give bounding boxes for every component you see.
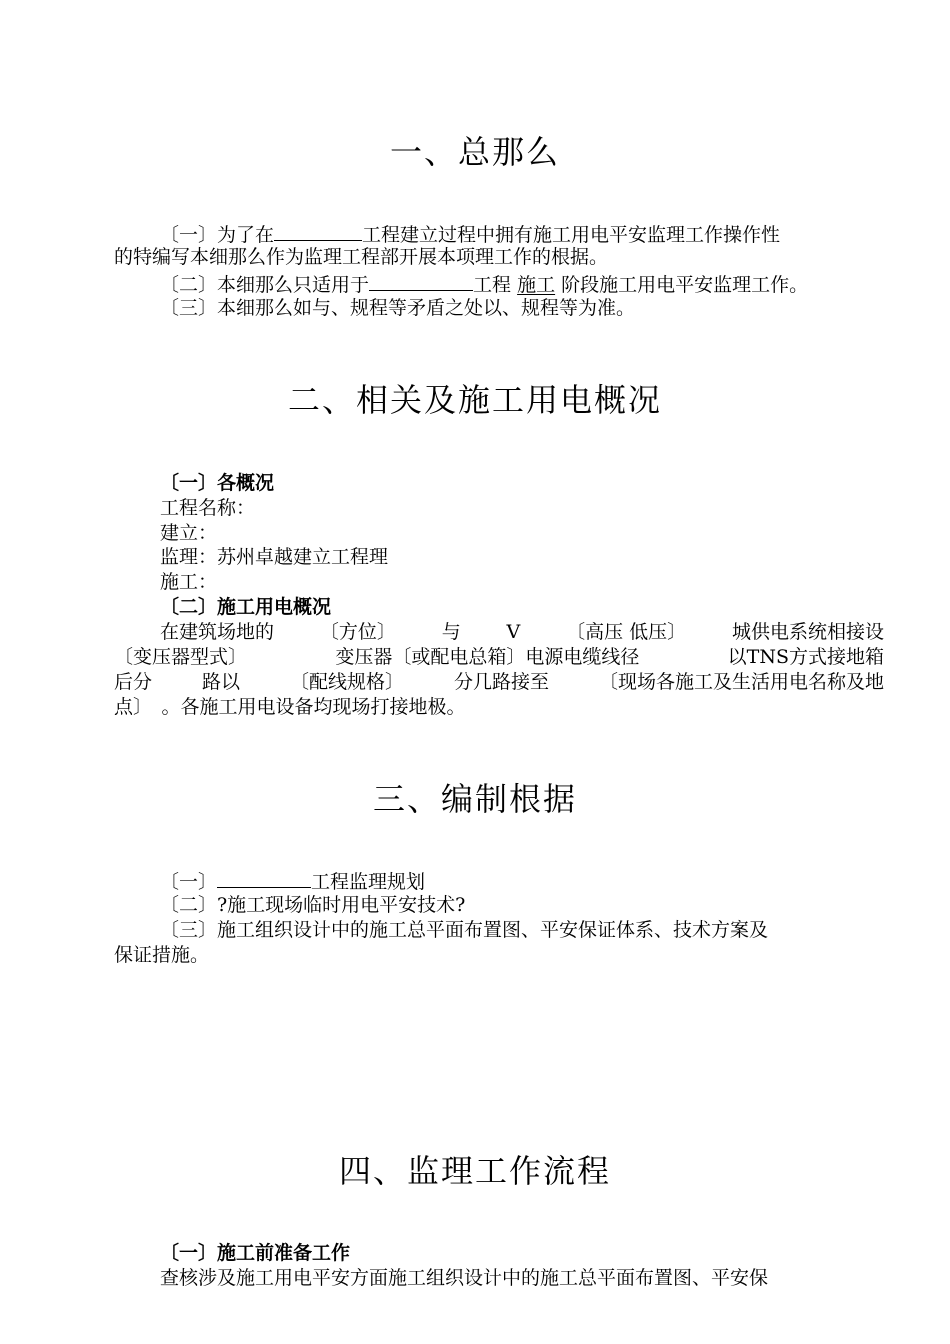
paragraph-line: 查核涉及施工用电平安方面施工组织设计中的施工总平面布置图、平安保	[160, 1267, 769, 1289]
list-item: 〔二〕?施工现场临时用电平安技术?	[160, 894, 466, 916]
text: 城供电系统相接设	[731, 621, 884, 643]
text: 〔一〕为了在	[160, 224, 275, 246]
underlined-text: 施工	[517, 274, 556, 296]
text: 〔一〕	[160, 871, 218, 893]
field-builder: 建立：	[160, 522, 218, 544]
text: 工程	[473, 274, 512, 296]
fill-blank	[369, 271, 473, 291]
text: 工程监理规划	[311, 871, 426, 893]
paragraph-line	[114, 645, 884, 669]
paragraph-line	[160, 620, 884, 644]
text: 分几路接至	[453, 671, 549, 693]
text: 〔配线规格〕	[289, 671, 404, 693]
text: 〔高压 低压〕	[566, 621, 687, 643]
text: 〔现场各施工及生活用电名称及地	[598, 671, 884, 693]
subheading: 〔一〕各概况	[160, 472, 275, 494]
field-project-name: 工程名称：	[160, 497, 256, 519]
list-item	[160, 868, 884, 894]
text: 与	[441, 621, 461, 643]
field-supervisor: 监理：苏州卓越建立工程理	[160, 546, 389, 568]
section-title-workflow: 四、监理工作流程	[338, 1152, 611, 1190]
text: 路以	[201, 671, 240, 693]
fill-blank	[217, 868, 311, 888]
text: 以TNS方式接地箱	[727, 646, 884, 668]
field-contractor: 施工：	[160, 571, 218, 593]
paragraph-line: 点〕 。各施工用电设备均现场打接地极。	[114, 696, 466, 718]
text: 后分	[114, 671, 153, 693]
text: V	[506, 621, 521, 643]
list-item: 〔三〕施工组织设计中的施工总平面布置图、平安保证体系、技术方案及	[160, 919, 769, 941]
text: 在建筑场地的	[160, 621, 275, 643]
paragraph-line: 的特编写本细那么作为监理工程部开展本项理工作的根据。	[114, 246, 609, 268]
text: 〔方位〕	[319, 621, 396, 643]
section-title-overview: 二、相关及施工用电概况	[287, 381, 662, 419]
subheading: 〔一〕施工前准备工作	[160, 1242, 351, 1264]
text: 〔变压器型式〕	[114, 646, 248, 668]
fill-blank	[274, 221, 362, 241]
paragraph-line	[114, 670, 884, 694]
paragraph-line	[160, 271, 884, 297]
text: 变压器〔或配电总箱〕电源电缆线径	[335, 646, 640, 668]
text: 阶段施工用电平安监理工作。	[561, 274, 809, 296]
section-title-basis: 三、编制根据	[372, 780, 577, 818]
section-title-general: 一、总那么	[389, 133, 560, 171]
paragraph-line	[160, 221, 884, 247]
paragraph-line: 保证措施。	[114, 944, 210, 966]
text: 工程建立过程中拥有施工用电平安监理工作操作性	[362, 224, 781, 246]
paragraph-line: 〔三〕本细那么如与、规程等矛盾之处以、规程等为准。	[160, 297, 636, 319]
subheading: 〔二〕施工用电概况	[160, 596, 332, 618]
text: 〔二〕本细那么只适用于	[160, 274, 370, 296]
